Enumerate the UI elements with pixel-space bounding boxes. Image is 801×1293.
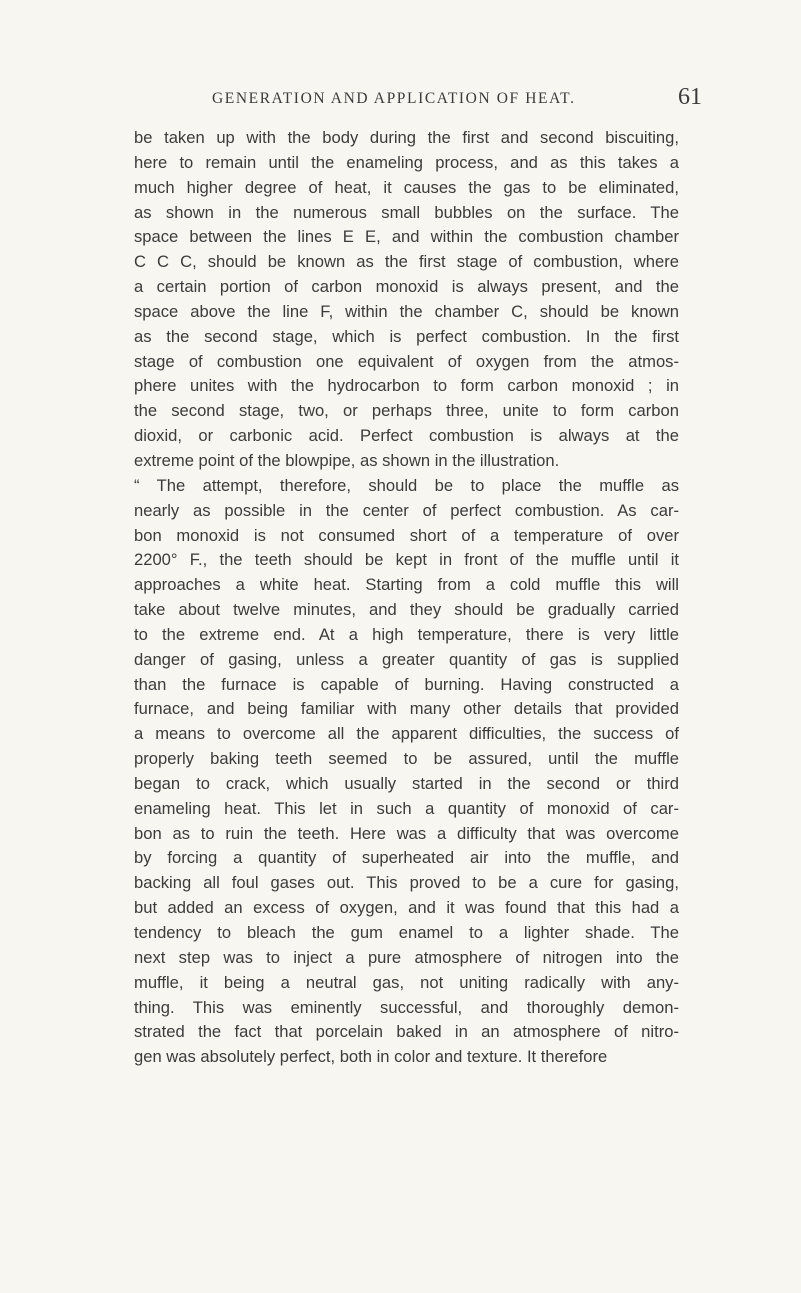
text-line: phere unites with the hydrocarbon to form carbon monoxid ; in: [134, 376, 679, 396]
text-line: danger of gasing, unless a greater quantity of gas is supplied: [134, 649, 679, 669]
text-line: stage of combustion one equivalent of oxygen from the atmos-: [134, 351, 679, 371]
text-line: to the extreme end. At a high temperature, there is very little: [134, 624, 679, 644]
text-line: here to remain until the enameling process, and as this takes a: [134, 152, 679, 172]
text-line: but added an excess of oxygen, and it was found that this had a: [134, 898, 679, 918]
running-head: [0, 84, 801, 114]
text-line: a certain portion of carbon monoxid is always present, and the: [134, 277, 679, 297]
text-line: tendency to bleach the gum enamel to a lighter shade. The: [134, 923, 679, 942]
text-line: dioxid, or carbonic acid. Perfect combustion is always at the: [134, 426, 679, 446]
text-line: a means to overcome all the apparent difficulties, the success of: [134, 724, 679, 744]
text-line: by forcing a quantity of superheated air into the muffle, and: [134, 848, 679, 868]
text-line: gen was absolutely perfect, both in color and texture. It therefore: [134, 1047, 608, 1067]
text-line: than the furnace is capable of burning. Having constructed a: [134, 674, 679, 694]
text-line: C C C, should be known as the first stage of combustion, where: [134, 252, 679, 272]
text-line: enameling heat. This let in such a quantity of monoxid of car-: [134, 798, 679, 818]
text-line: much higher degree of heat, it causes the gas to be eliminated,: [134, 177, 679, 197]
text-line: nearly as possible in the center of perfect combustion. As car-: [134, 500, 679, 520]
chapter-running-title: GENERATION AND APPLICATION OF HEAT.: [212, 90, 576, 107]
text-line: approaches a white heat. Starting from a cold muffle this will: [134, 575, 679, 595]
text-line: the second stage, two, or perhaps three, unite to form carbon: [134, 401, 679, 421]
text-line: take about twelve minutes, and they should be gradually carried: [134, 600, 679, 620]
body-text: [134, 126, 679, 1070]
text-line: thing. This was eminently successful, and thoroughly demon-: [134, 997, 679, 1017]
text-line: “ The attempt, therefore, should be to place the muffle as: [134, 475, 679, 495]
text-line: extreme point of the blowpipe, as shown in the illustration.: [134, 450, 560, 470]
text-line: bon monoxid is not consumed short of a temperature of over: [134, 525, 679, 545]
text-line: properly baking teeth seemed to be assured, until the muffle: [134, 749, 679, 769]
text-line: 2200° F., the teeth should be kept in front of the muffle until it: [134, 550, 679, 570]
text-line: next step was to inject a pure atmosphere of nitrogen into the: [134, 947, 679, 967]
page-number: 61: [678, 84, 702, 110]
text-line: space above the line F, within the chamber C, should be known: [134, 301, 679, 321]
text-line: backing all foul gases out. This proved to be a cure for gasing,: [134, 873, 679, 893]
text-line: began to crack, which usually started in the second or third: [134, 773, 679, 793]
text-line: bon as to ruin the teeth. Here was a difficulty that was overcome: [134, 823, 679, 843]
text-line: space between the lines E E, and within the combustion chamber: [134, 227, 679, 247]
text-line: as the second stage, which is perfect combustion. In the first: [134, 326, 679, 346]
text-line: as shown in the numerous small bubbles on the surface. The: [134, 202, 679, 222]
text-line: be taken up with the body during the first and second biscuiting,: [134, 128, 679, 147]
text-line: strated the fact that porcelain baked in an atmosphere of nitro-: [134, 1022, 679, 1042]
text-line: muffle, it being a neutral gas, not uniting radically with any-: [134, 972, 679, 992]
text-line: furnace, and being familiar with many other details that provided: [134, 699, 679, 719]
